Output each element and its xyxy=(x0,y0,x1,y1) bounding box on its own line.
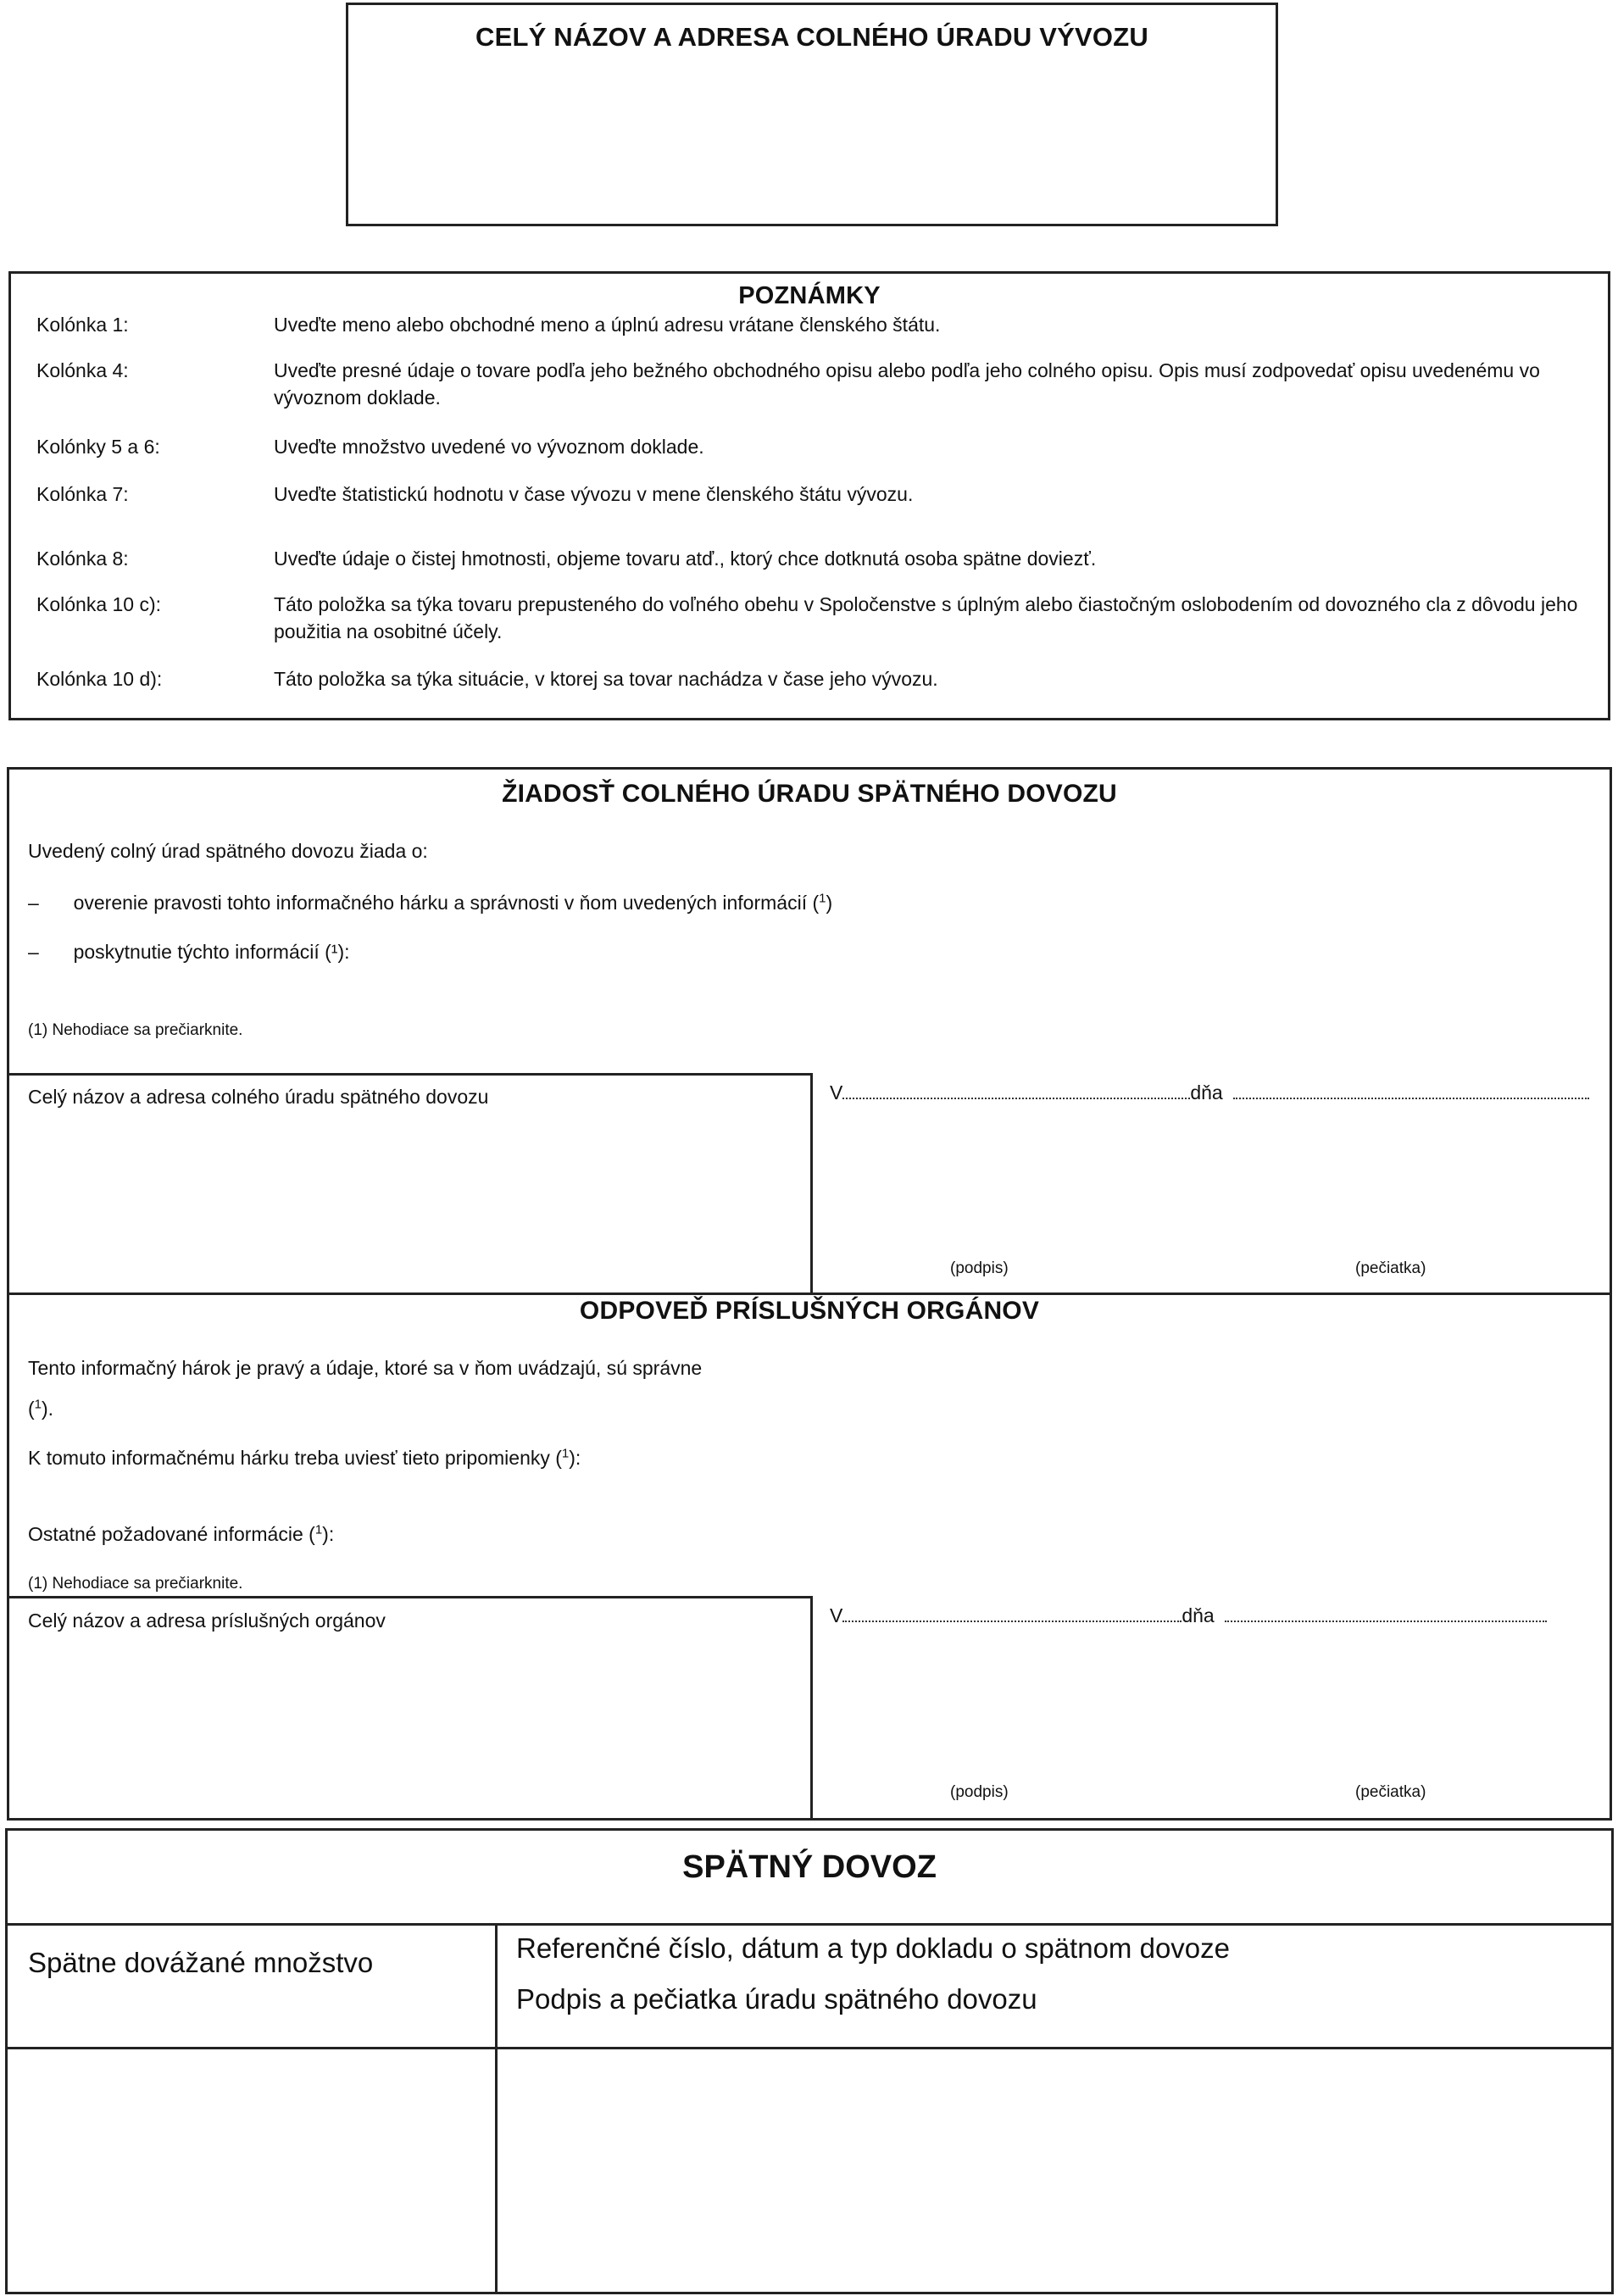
request-footnote: (1) Nehodiace sa prečiarknite. xyxy=(28,1021,243,1039)
note-label: Kolónka 1: xyxy=(36,314,129,336)
notes-box xyxy=(8,271,1610,720)
date-prefix: dňa xyxy=(1182,1604,1215,1626)
reimport-quantity-cell[interactable] xyxy=(10,2052,492,2289)
reimport-box xyxy=(5,1828,1614,2294)
reply-line-3 xyxy=(28,1520,334,1548)
note-text: Uveďte meno alebo obchodné meno a úplnú adresu vrátane členského štátu. xyxy=(274,314,941,336)
date-field[interactable] xyxy=(1225,1605,1547,1622)
reply-stamp-label: (pečiatka) xyxy=(1355,1783,1426,1801)
reimport-header-divider xyxy=(8,1923,1611,1926)
reimport-title: SPÄTNÝ DOVOZ xyxy=(682,1849,937,1885)
dash: – xyxy=(28,941,39,963)
request-vertical-divider xyxy=(810,1073,813,1293)
export-office-box xyxy=(346,3,1278,226)
reply-footnote: (1) Nehodiace sa prečiarknite. xyxy=(28,1575,243,1593)
note-text: Uveďte údaje o čistej hmotnosti, objeme tovaru atď., ktorý chce dotknutá osoba spätne doviezť. xyxy=(274,548,1097,570)
request-item-2 xyxy=(28,938,350,965)
footnote-ref: 1 xyxy=(34,1397,42,1412)
place-prefix: V xyxy=(830,1081,843,1104)
place-field[interactable] xyxy=(842,1605,1182,1622)
note-row-kolonka-1 xyxy=(36,311,1582,340)
reply-line-1b-open: ( xyxy=(28,1398,35,1420)
request-intro: Uvedený colný úrad spätného dovozu žiada o: xyxy=(28,840,428,862)
reimport-quantity-header: Spätne dovážané množstvo xyxy=(28,1947,374,1978)
place-field[interactable] xyxy=(842,1082,1190,1099)
reply-line-2 xyxy=(28,1444,581,1471)
reply-line-3-text: Ostatné požadované informácie ( xyxy=(28,1523,315,1545)
reimport-reference-cell[interactable] xyxy=(501,2052,1607,2289)
request-stamp-label: (pečiatka) xyxy=(1355,1259,1426,1277)
note-text: Uveďte množstvo uvedené vo vývoznom doklade. xyxy=(274,436,704,458)
dash: – xyxy=(28,892,39,914)
reimport-signature-header: Podpis a pečiatka úradu spätného dovozu xyxy=(516,1983,1037,2015)
note-text: Táto položka sa týka situácie, v ktorej sa tovar nachádza v čase jeho vývozu. xyxy=(274,668,938,690)
reimport-reference-header: Referenčné číslo, dátum a typ dokladu o spätnom dovoze xyxy=(516,1932,1230,1964)
note-row-kolonky-5-6 xyxy=(36,433,1582,462)
note-row-kolonka-10c xyxy=(36,591,1582,647)
reply-line-1: Tento informačný hárok je pravý a údaje, ktoré sa v ňom uvádzajú, sú správne xyxy=(28,1357,703,1379)
note-row-kolonka-8 xyxy=(36,545,1582,574)
date-prefix: dňa xyxy=(1190,1081,1223,1104)
note-row-kolonka-4 xyxy=(36,357,1582,413)
footnote-ref: 1 xyxy=(819,891,826,906)
reimport-column-divider xyxy=(495,1923,498,2292)
request-reply-box xyxy=(7,767,1612,1821)
footnote-ref: 1 xyxy=(561,1446,570,1461)
reply-place-date xyxy=(830,1602,1547,1629)
request-item-1-end: ) xyxy=(826,892,833,914)
place-prefix: V xyxy=(830,1604,843,1626)
date-field[interactable] xyxy=(1233,1082,1589,1099)
request-place-date xyxy=(830,1079,1589,1106)
request-item-1-text: overenie pravosti tohto informačného hárku a správnosti v ňom uvedených informácií ( xyxy=(73,892,820,914)
note-label: Kolónka 10 d): xyxy=(36,668,163,690)
footnote-ref: 1 xyxy=(314,1522,323,1537)
request-item-1 xyxy=(28,889,832,916)
note-label: Kolónka 10 c): xyxy=(36,593,162,615)
note-label: Kolónka 7: xyxy=(36,483,129,505)
reply-title: ODPOVEĎ PRÍSLUŠNÝCH ORGÁNOV xyxy=(579,1297,1040,1325)
reply-line-3-end: ): xyxy=(322,1523,335,1545)
note-text: Táto položka sa týka tovaru prepusteného do voľného obehu v Spoločenstve s úplným alebo čiastočným oslobodením od dovozného cla z dôvodu jeho použitia na osobitné účely. xyxy=(274,593,1578,642)
note-label: Kolónka 4: xyxy=(36,359,129,381)
reply-authority-label: Celý názov a adresa príslušných orgánov xyxy=(28,1609,386,1632)
request-signature-label: (podpis) xyxy=(950,1259,1009,1277)
reply-line-1b-close: ). xyxy=(42,1398,54,1420)
reply-divider xyxy=(9,1293,1610,1295)
reimport-row-divider xyxy=(8,2047,1611,2049)
reply-line-1b xyxy=(28,1395,53,1422)
request-title: ŽIADOSŤ COLNÉHO ÚRADU SPÄTNÉHO DOVOZU xyxy=(502,780,1117,808)
note-row-kolonka-10d xyxy=(36,665,1582,694)
reply-inner-divider xyxy=(9,1596,810,1598)
note-text: Uveďte štatistickú hodnotu v čase vývozu v mene členského štátu vývozu. xyxy=(274,483,914,505)
export-office-title: CELÝ NÁZOV A ADRESA COLNÉHO ÚRADU VÝVOZU xyxy=(475,22,1148,52)
note-label: Kolónka 8: xyxy=(36,548,129,570)
request-item-2-text: poskytnutie týchto informácií (¹): xyxy=(73,941,350,963)
request-divider xyxy=(9,1073,810,1076)
reply-line-2-end: ): xyxy=(569,1447,581,1469)
notes-title: POZNÁMKY xyxy=(738,282,881,309)
reply-line-2-text: K tomuto informačnému hárku treba uviesť tieto pripomienky ( xyxy=(28,1447,562,1469)
note-text: Uveďte presné údaje o tovare podľa jeho bežného obchodného opisu alebo podľa jeho colného opisu. Opis musí zodpovedať opisu uvedenému vo vývoznom doklade. xyxy=(274,359,1540,409)
request-office-label: Celý názov a adresa colného úradu spätného dovozu xyxy=(28,1086,489,1108)
note-row-kolonka-7 xyxy=(36,481,1582,509)
reply-vertical-divider xyxy=(810,1596,813,1818)
reply-signature-label: (podpis) xyxy=(950,1783,1009,1801)
note-label: Kolónky 5 a 6: xyxy=(36,436,160,458)
